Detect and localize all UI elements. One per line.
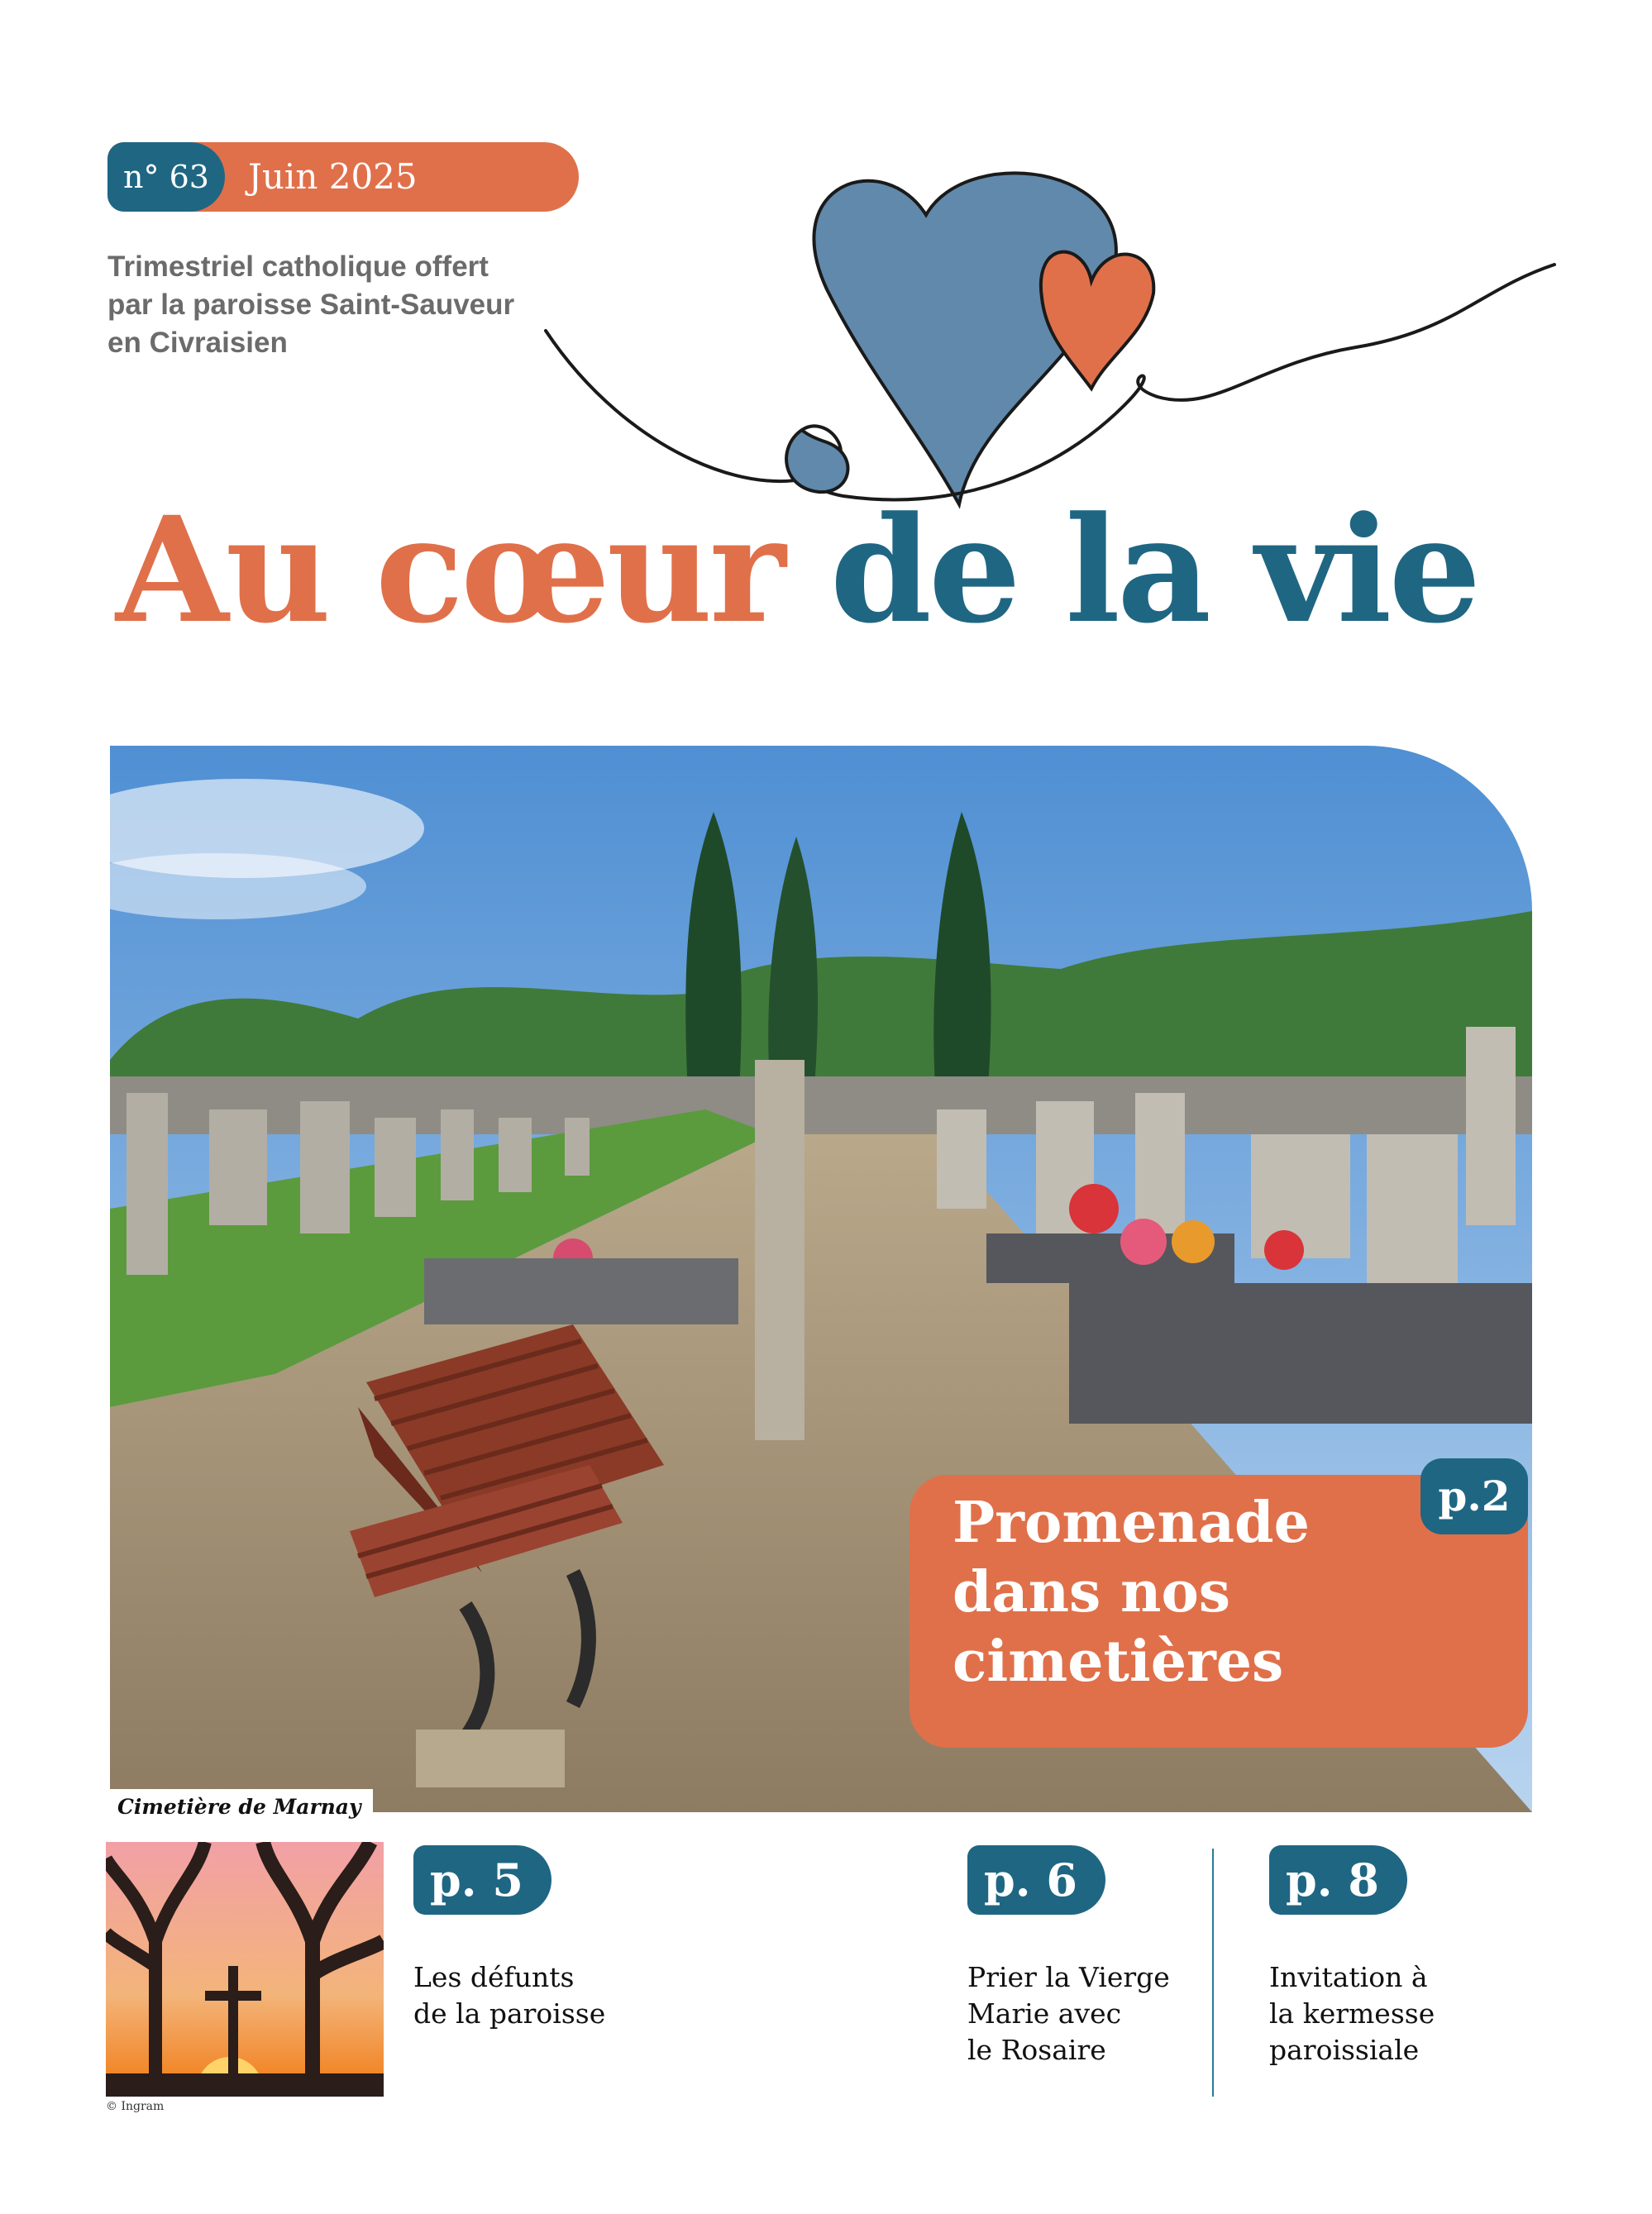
teaser-line: le Rosaire bbox=[967, 2034, 1106, 2066]
teaser-text bbox=[967, 1959, 1199, 2068]
teaser-line: Les défunts bbox=[413, 1961, 575, 1993]
teaser-page-tab: p. 6 bbox=[967, 1845, 1105, 1915]
teaser-line: paroissiale bbox=[1269, 2034, 1420, 2066]
heart-logo-icon bbox=[529, 157, 1571, 521]
issue-date: Juin 2025 bbox=[248, 156, 418, 197]
subtitle-line: par la paroisse Saint-Sauveur bbox=[107, 289, 515, 321]
teaser-page-tab: p. 5 bbox=[413, 1845, 551, 1915]
photo-credit: © Ingram bbox=[106, 2100, 165, 2113]
teaser-line: Marie avec bbox=[967, 1997, 1122, 2030]
teaser-text bbox=[413, 1959, 645, 2032]
teaser-line: la kermesse bbox=[1269, 1997, 1435, 2030]
teaser-text bbox=[1269, 1959, 1501, 2068]
subtitle-line: Trimestriel catholique offert bbox=[107, 251, 489, 283]
teaser-line: de la paroisse bbox=[413, 1997, 606, 2030]
issue-number: n° 63 bbox=[107, 142, 225, 212]
feature-title bbox=[953, 1488, 1465, 1696]
thumbnail-photo bbox=[106, 1842, 384, 2097]
magazine-title bbox=[116, 484, 1571, 656]
title-orange-part: Au cœur bbox=[116, 484, 783, 656]
teaser-page-tab: p. 8 bbox=[1269, 1845, 1407, 1915]
feature-title-line: cimetières bbox=[953, 1629, 1284, 1695]
title-blue-part: de la vie bbox=[829, 484, 1478, 656]
feature-title-line: Promenade bbox=[953, 1490, 1310, 1556]
teaser-line: Prier la Vierge bbox=[967, 1961, 1170, 1993]
teaser-line: Invitation à bbox=[1269, 1961, 1428, 1993]
column-divider bbox=[1212, 1849, 1214, 2097]
subtitle-line: en Civraisien bbox=[107, 327, 288, 359]
feature-page-tab: p.2 bbox=[1420, 1458, 1528, 1534]
feature-title-line: dans nos bbox=[953, 1559, 1231, 1625]
photo-caption: Cimetière de Marnay bbox=[106, 1789, 373, 1825]
sunset-cross-image bbox=[106, 1842, 384, 2097]
